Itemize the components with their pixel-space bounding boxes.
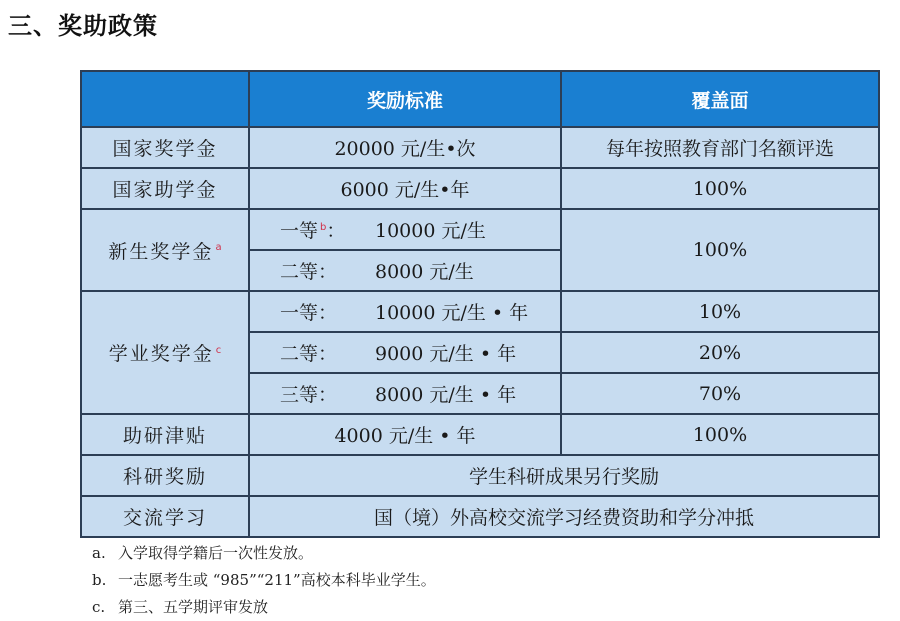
table-row <box>81 168 879 209</box>
coverage-cell: 每年按照教育部门名额评选 <box>561 127 879 168</box>
table-row <box>81 127 879 168</box>
footnote-marker: a <box>215 242 222 254</box>
grade-standard <box>280 298 530 325</box>
standard-cell <box>249 332 561 373</box>
footnote-mark: b. <box>92 571 107 589</box>
footnote-text: 入学取得学籍后一次性发放。 <box>118 544 314 562</box>
coverage-cell: 20% <box>561 332 879 373</box>
footnote-mark: a. <box>92 544 106 562</box>
grade-standard <box>280 216 530 243</box>
description-cell: 学生科研成果另行奖励 <box>249 455 879 496</box>
table-row <box>81 496 879 537</box>
footnote-item <box>92 567 436 594</box>
page-title: 三、奖助政策 <box>8 12 158 40</box>
grade-label: 二等： <box>280 343 338 365</box>
footnote-item <box>92 540 436 567</box>
grade-label: 二等： <box>280 261 338 283</box>
category-label: 新生奖学金 <box>108 240 214 263</box>
description-cell: 国（境）外高校交流学习经费资助和学分冲抵 <box>249 496 879 537</box>
table-row <box>81 414 879 455</box>
grade-amount: 10000 元/生 <box>375 220 486 242</box>
grade-standard <box>280 339 530 366</box>
standard-cell: 20000 元/生•次 <box>249 127 561 168</box>
footnote-marker: c <box>215 344 222 356</box>
table-row <box>81 455 879 496</box>
table-row <box>81 209 879 250</box>
header-category <box>81 71 249 127</box>
grade-standard <box>280 380 530 407</box>
standard-cell: 4000 元/生 • 年 <box>249 414 561 455</box>
standard-cell <box>249 250 561 291</box>
category-label: 学业奖学金 <box>108 343 214 365</box>
footnotes <box>92 540 436 621</box>
table-row <box>81 291 879 332</box>
footnote-marker: b <box>320 221 327 233</box>
grade-amount: 8000 元/生 <box>375 261 474 283</box>
footnote-mark: c. <box>92 598 106 616</box>
coverage-cell: 100% <box>561 168 879 209</box>
header-standard: 奖励标准 <box>249 71 561 127</box>
coverage-cell: 100% <box>561 414 879 455</box>
coverage-cell: 10% <box>561 291 879 332</box>
footnote-text: 一志愿考生或 “985”“211”高校本科毕业学生。 <box>118 571 436 589</box>
category-cell <box>81 291 249 414</box>
grade-label: 一等 $^b$： <box>280 220 346 242</box>
grade-standard <box>280 257 530 284</box>
grade-label: 一等： <box>280 302 338 324</box>
footnote-text: 第三、五学期评审发放 <box>118 598 269 616</box>
grade-amount: 9000 元/生 • 年 <box>375 343 517 365</box>
standard-cell <box>249 209 561 250</box>
footnote-item <box>92 594 436 621</box>
scholarship-policy-table <box>80 70 880 538</box>
grade-label: 三等： <box>280 384 338 406</box>
category-cell: 科研奖励 <box>81 455 249 496</box>
category-cell: 国家奖学金 <box>81 127 249 168</box>
grade-amount: 8000 元/生 • 年 <box>375 384 517 406</box>
coverage-cell: 100% <box>561 209 879 291</box>
standard-cell <box>249 291 561 332</box>
header-coverage: 覆盖面 <box>561 71 879 127</box>
standard-cell <box>249 373 561 414</box>
coverage-cell: 70% <box>561 373 879 414</box>
category-cell: 助研津贴 <box>81 414 249 455</box>
grade-amount: 10000 元/生 • 年 <box>375 302 529 324</box>
standard-cell: 6000 元/生•年 <box>249 168 561 209</box>
category-cell <box>81 209 249 291</box>
category-cell: 国家助学金 <box>81 168 249 209</box>
table-header-row <box>81 71 879 127</box>
category-cell: 交流学习 <box>81 496 249 537</box>
